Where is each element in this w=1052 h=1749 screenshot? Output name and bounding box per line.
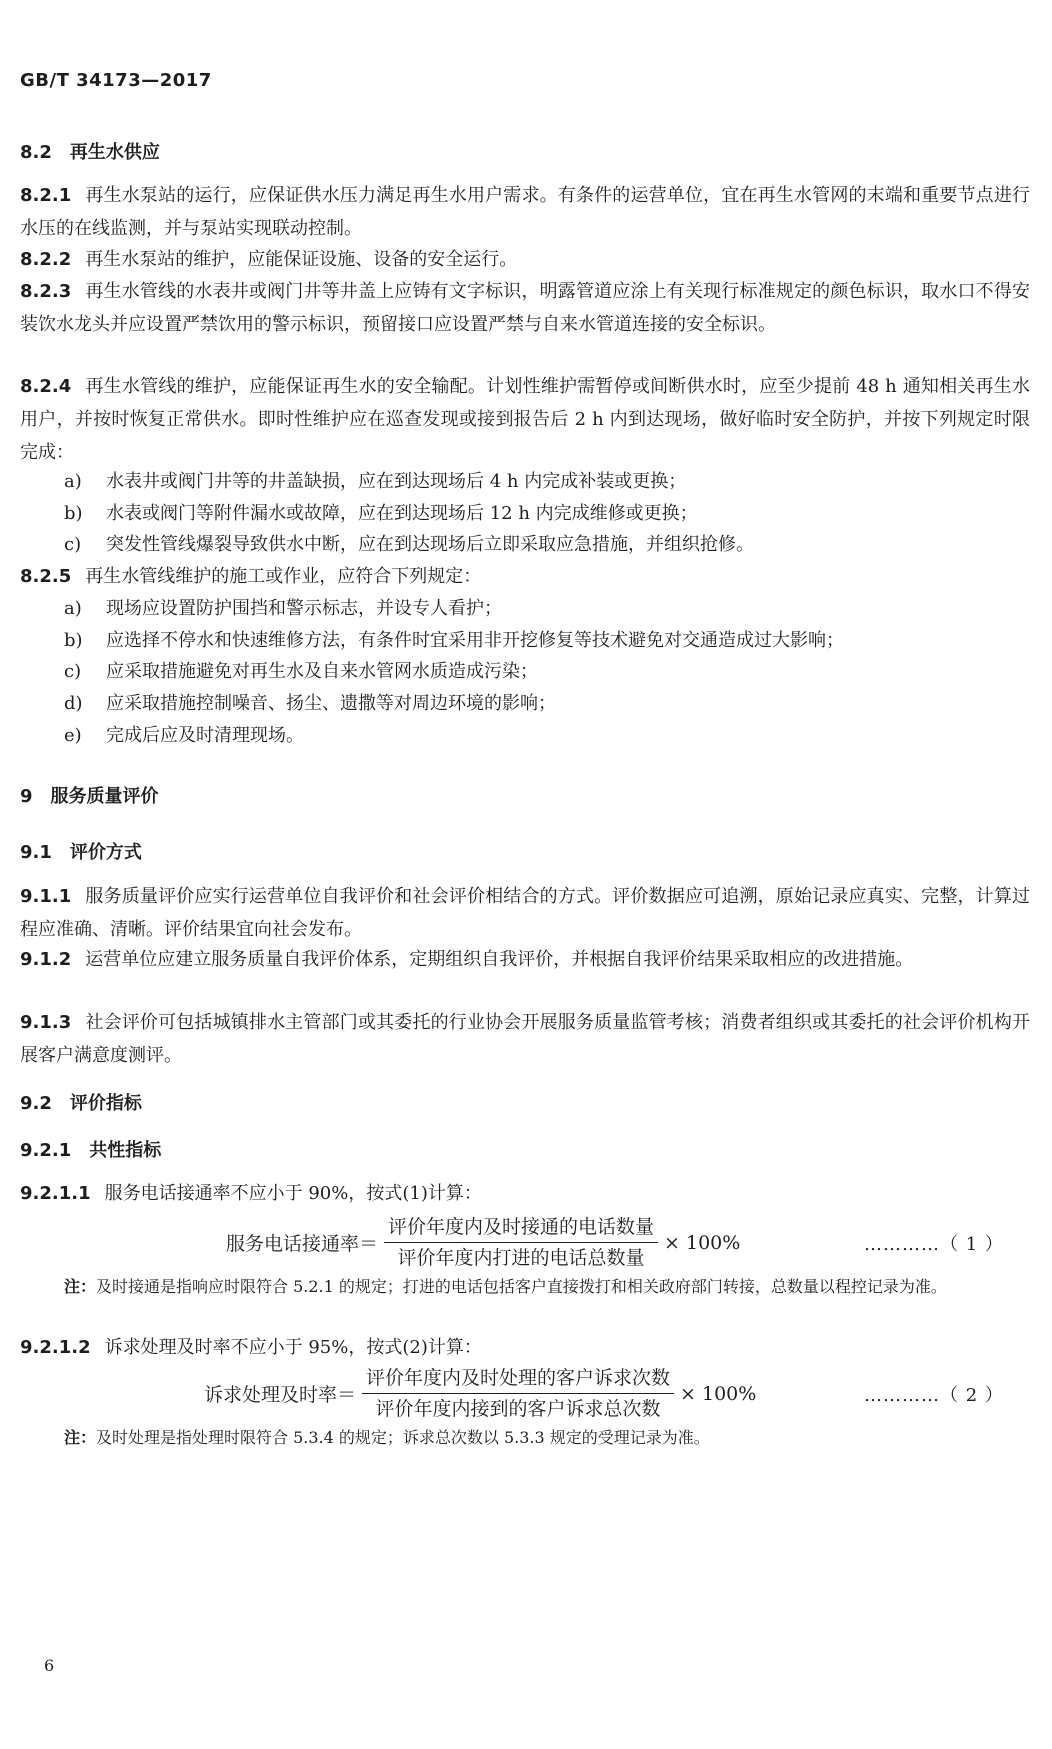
list-item <box>64 624 1034 657</box>
section-heading-9-2-1 <box>20 1136 161 1162</box>
section-heading-9-1 <box>20 838 142 864</box>
list-item <box>64 465 1034 498</box>
list-item <box>64 497 1034 530</box>
list-item <box>64 592 1034 625</box>
clause-9-2-1-1 <box>20 1177 1030 1210</box>
formula-lhs: 服务电话接通率＝ <box>226 1233 379 1255</box>
section-title: 再生水供应 <box>69 142 160 163</box>
clause-text: 社会评价可包括城镇排水主管部门或其委托的行业协会开展服务质量监管考核；消费者组织或其委托的社会评价机构开展客户满意度测评。 <box>20 1012 1030 1066</box>
clause-text: 服务质量评价应实行运营单位自我评价和社会评价相结合的方式。评价数据应可追溯，原始记录应真实、完整，计算过程应准确、清晰。评价结果宜向社会发布。 <box>20 886 1030 940</box>
formula-multiplier: × 100% <box>664 1231 741 1254</box>
section-title: 服务质量评价 <box>50 786 159 807</box>
list-text: 应采取措施控制噪音、扬尘、遗撒等对周边环境的影响； <box>106 693 556 714</box>
note-text: 及时处理是指处理时限符合 5.3.4 的规定；诉求总次数以 5.3.3 规定的受理记录为准。 <box>96 1428 710 1447</box>
clause-9-1-2 <box>20 943 1030 976</box>
list-text: 突发性管线爆裂导致供水中断，应在到达现场后立即采取应急措施，并组织抢修。 <box>106 534 754 555</box>
formula-fraction <box>384 1214 658 1271</box>
clause-number: 9.1.3 <box>20 1012 72 1033</box>
list-marker: e) <box>64 725 82 746</box>
chapter-heading-9 <box>20 782 159 808</box>
section-number: 8.2 <box>20 142 52 163</box>
list-item <box>64 719 1034 752</box>
clause-number: 8.2.5 <box>20 566 72 587</box>
list-marker: d) <box>64 693 83 714</box>
list-marker: a) <box>64 598 82 619</box>
formula-fraction <box>362 1365 674 1422</box>
list-text: 应采取措施避免对再生水及自来水管网水质造成污染； <box>106 661 538 682</box>
clause-9-1-1 <box>20 880 1030 946</box>
note-text: 及时接通是指响应时限符合 5.2.1 的规定；打进的电话包括客户直接拨打和相关政府部门转接，总数量以程控记录为准。 <box>96 1277 947 1296</box>
section-title: 共性指标 <box>89 1140 162 1161</box>
clause-number: 8.2.3 <box>20 281 72 302</box>
formula-lhs: 诉求处理及时率＝ <box>204 1384 357 1406</box>
equation-number: …………（ 2 ） <box>864 1385 1004 1406</box>
clause-text: 运营单位应建立服务质量自我评价体系，定期组织自我评价，并根据自我评价结果采取相应的改进措施。 <box>85 949 914 970</box>
clause-text: 服务电话接通率不应小于 90%，按式(1)计算： <box>104 1183 482 1204</box>
clause-8-2-1 <box>20 179 1030 245</box>
list-marker: a) <box>64 471 82 492</box>
clause-number: 8.2.1 <box>20 185 72 206</box>
clause-text: 再生水管线维护的施工或作业，应符合下列规定： <box>85 566 482 587</box>
list-text: 水表井或阀门井等的井盖缺损，应在到达现场后 4 h 内完成补装或更换； <box>106 471 687 492</box>
clause-8-2-2 <box>20 243 1030 276</box>
section-heading-8-2 <box>20 138 160 164</box>
formula-multiplier: × 100% <box>680 1382 757 1405</box>
list-marker: b) <box>64 503 83 524</box>
section-title: 评价方式 <box>69 842 142 863</box>
clause-number: 9.2.1.2 <box>20 1337 91 1358</box>
list-text: 现场应设置防护围挡和警示标志，并设专人看护； <box>106 598 502 619</box>
section-title: 评价指标 <box>69 1093 142 1114</box>
clause-number: 9.1.2 <box>20 949 72 970</box>
list-marker: b) <box>64 630 83 651</box>
section-heading-9-2 <box>20 1089 142 1115</box>
section-number: 9.2.1 <box>20 1140 72 1161</box>
note-2 <box>64 1423 1034 1453</box>
list-item <box>64 687 1034 720</box>
list-marker: c) <box>64 661 82 682</box>
formula-1 <box>226 1214 740 1271</box>
section-number: 9 <box>20 786 33 807</box>
list-text: 完成后应及时清理现场。 <box>106 725 304 746</box>
clause-number: 8.2.2 <box>20 249 72 270</box>
clause-text: 再生水管线的维护，应能保证再生水的安全输配。计划性维护需暂停或间断供水时，应至少提前 48 h 通知相关再生水用户，并按时恢复正常供水。即时性维护应在巡查发现或接到报告后 2 h 内到达现场，做好临时安全防护，并按下列规定时限完成： <box>20 376 1030 463</box>
clause-text: 再生水泵站的维护，应能保证设施、设备的安全运行。 <box>85 249 518 270</box>
clause-8-2-3 <box>20 275 1030 341</box>
clause-8-2-5 <box>20 560 1030 593</box>
list-item <box>64 655 1034 688</box>
clause-8-2-4 <box>20 370 1030 469</box>
formula-2 <box>204 1365 756 1422</box>
formula-denominator: 评价年度内接到的客户诉求总次数 <box>375 1398 661 1420</box>
page-number: 6 <box>44 1656 55 1675</box>
clause-text: 再生水泵站的运行，应保证供水压力满足再生水用户需求。有条件的运营单位，宜在再生水管网的末端和重要节点进行水压的在线监测，并与泵站实现联动控制。 <box>20 185 1030 239</box>
clause-number: 9.1.1 <box>20 886 72 907</box>
formula-denominator: 评价年度内打进的电话总数量 <box>397 1247 645 1269</box>
clause-9-1-3 <box>20 1006 1030 1072</box>
formula-numerator: 评价年度内及时处理的客户诉求次数 <box>362 1365 674 1394</box>
section-number: 9.1 <box>20 842 52 863</box>
formula-numerator: 评价年度内及时接通的电话数量 <box>384 1214 658 1243</box>
clause-text: 诉求处理及时率不应小于 95%，按式(2)计算： <box>104 1337 482 1358</box>
standard-code: GB/T 34173—2017 <box>20 70 212 91</box>
list-marker: c) <box>64 534 82 555</box>
note-label: 注： <box>64 1428 97 1447</box>
clause-9-2-1-2 <box>20 1331 1030 1364</box>
clause-number: 9.2.1.1 <box>20 1183 91 1204</box>
list-text: 水表或阀门等附件漏水或故障，应在到达现场后 12 h 内完成维修或更换； <box>106 503 698 524</box>
clause-number: 8.2.4 <box>20 376 72 397</box>
note-label: 注： <box>64 1277 97 1296</box>
clause-text: 再生水管线的水表井或阀门井等井盖上应铸有文字标识，明露管道应涂上有关现行标准规定的颜色标识，取水口不得安装饮水龙头并应设置严禁饮用的警示标识，预留接口应设置严禁与自来水管道连接的安全标识。 <box>20 281 1030 335</box>
section-number: 9.2 <box>20 1093 52 1114</box>
list-item <box>64 528 1034 561</box>
note-1 <box>64 1272 1034 1302</box>
list-text: 应选择不停水和快速维修方法，有条件时宜采用非开挖修复等技术避免对交通造成过大影响； <box>106 630 844 651</box>
equation-number: …………（ 1 ） <box>864 1234 1004 1255</box>
